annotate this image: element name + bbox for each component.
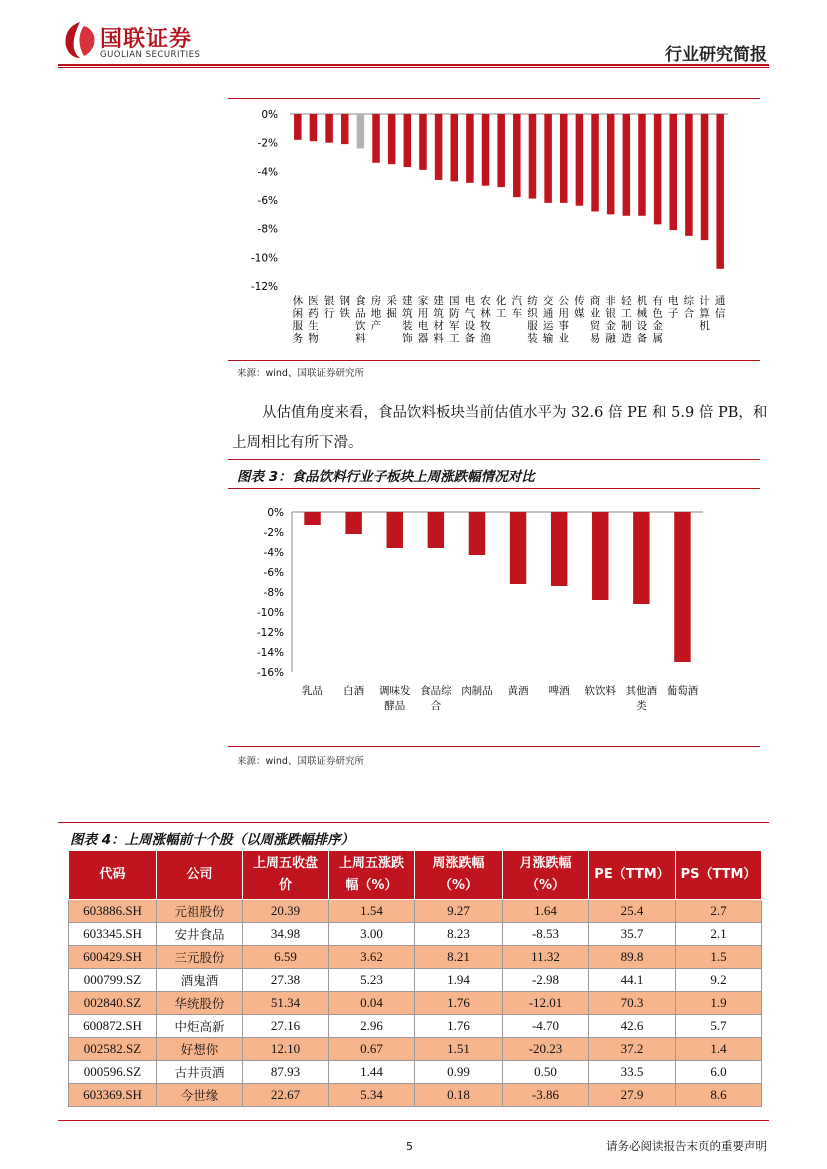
- table-cell: 603369.SH: [69, 1084, 157, 1107]
- x-tick-label: 纺织服装: [527, 295, 538, 345]
- table-cell: 8.21: [415, 946, 503, 969]
- bar-4: [428, 512, 444, 548]
- x-tick-label: 汽车: [511, 295, 523, 320]
- table-row: [69, 900, 762, 923]
- x-tick-label: 商业贸易: [589, 295, 601, 345]
- bar-10: [435, 114, 443, 180]
- y-tick-label: -6%: [263, 567, 284, 579]
- y-tick-label: -2%: [263, 527, 284, 539]
- y-tick-label: 0%: [267, 507, 284, 519]
- bar-9: [633, 512, 649, 604]
- table-cell: 三元股份: [157, 946, 243, 969]
- x-tick-label: 公用事业: [558, 295, 569, 345]
- x-tick-label: 肉制品: [461, 685, 493, 697]
- logo-mark: [62, 20, 98, 60]
- bar-2: [310, 114, 318, 141]
- table-row: [69, 1061, 762, 1084]
- table-cell: 44.1: [589, 969, 676, 992]
- bar-1: [294, 114, 302, 140]
- subsector-weekly-change-chart: [228, 500, 760, 722]
- table-cell: 3.62: [329, 946, 415, 969]
- column-header: PS（TTM）: [676, 851, 762, 900]
- x-tick-label: 计算机: [699, 295, 710, 332]
- y-tick-label: -8%: [263, 587, 284, 599]
- table-cell: 600872.SH: [69, 1015, 157, 1038]
- table-cell: 33.5: [589, 1061, 676, 1084]
- industry-weekly-change-chart: [228, 100, 760, 358]
- chart2-bottom-rule: [228, 746, 760, 747]
- table-cell: 000596.SZ: [69, 1061, 157, 1084]
- table-cell: 000799.SZ: [69, 969, 157, 992]
- table-cell: 600429.SH: [69, 946, 157, 969]
- table-cell: 70.3: [589, 992, 676, 1015]
- x-tick-label: 轻工制造: [621, 295, 632, 345]
- table-cell: 0.67: [329, 1038, 415, 1061]
- table-cell: 8.23: [415, 923, 503, 946]
- x-tick-label: 啤酒: [548, 685, 570, 697]
- y-tick-label: -4%: [257, 166, 278, 179]
- y-tick-label: -2%: [257, 137, 278, 150]
- table-cell: 6.0: [676, 1061, 762, 1084]
- table-cell: 5.7: [676, 1015, 762, 1038]
- table-cell: 1.51: [415, 1038, 503, 1061]
- x-tick-label: 房地产: [370, 295, 382, 332]
- bar-11: [450, 114, 458, 181]
- x-tick-label: 乳品: [302, 685, 324, 697]
- table-cell: 27.16: [243, 1015, 329, 1038]
- table4-title-top-rule: [58, 822, 769, 823]
- bar-14: [497, 114, 505, 187]
- y-tick-label: -10%: [250, 252, 278, 265]
- y-tick-label: -6%: [257, 195, 278, 207]
- chart1-bottom-rule: [228, 360, 760, 361]
- bar-8: [592, 512, 608, 600]
- table-cell: 12.10: [243, 1038, 329, 1061]
- bar-5: [357, 114, 365, 148]
- bar-28: [716, 114, 724, 269]
- table-cell: 0.50: [503, 1061, 589, 1084]
- table-cell: 25.4: [589, 900, 676, 923]
- table-cell: -8.53: [503, 923, 589, 946]
- table-cell: 1.76: [415, 992, 503, 1015]
- x-tick-label: 其他酒类: [625, 685, 658, 712]
- bar-3: [325, 114, 333, 143]
- bar-16: [529, 114, 537, 199]
- table-cell: 35.7: [589, 923, 676, 946]
- x-tick-label: 有色金属: [652, 295, 663, 345]
- x-tick-label: 食品饮料: [355, 295, 366, 345]
- table-header-row: [69, 851, 762, 900]
- y-tick-label: -12%: [250, 281, 278, 293]
- bar-10: [674, 512, 690, 662]
- table4-title: 图表 4：上周涨幅前十个股（以周涨跌幅排序）: [70, 832, 355, 848]
- table-cell: 51.34: [243, 992, 329, 1015]
- table-cell: 2.1: [676, 923, 762, 946]
- x-tick-label: 交通运输: [542, 295, 554, 345]
- footer-disclaimer: 请务必阅读报告末页的重要声明: [606, 1139, 767, 1153]
- table-cell: 5.23: [329, 969, 415, 992]
- x-tick-label: 黄酒: [507, 685, 529, 697]
- table-row: [69, 992, 762, 1015]
- table-cell: 37.2: [589, 1038, 676, 1061]
- table-cell: 27.9: [589, 1084, 676, 1107]
- bar-25: [669, 114, 677, 230]
- bar-1: [304, 512, 320, 525]
- report-type-title: 行业研究简报: [665, 45, 767, 65]
- x-tick-label: 白酒: [343, 685, 365, 697]
- page-number: 5: [406, 1140, 413, 1153]
- bar-15: [513, 114, 521, 197]
- bar-17: [544, 114, 552, 203]
- table-cell: 1.54: [329, 900, 415, 923]
- table-cell: 34.98: [243, 923, 329, 946]
- table-cell: 9.2: [676, 969, 762, 992]
- table-row: [69, 969, 762, 992]
- bar-12: [466, 114, 474, 183]
- bar-2: [345, 512, 361, 534]
- table-cell: 1.94: [415, 969, 503, 992]
- bar-19: [576, 114, 584, 206]
- table-row: [69, 1015, 762, 1038]
- top-gainers-table: [68, 850, 762, 1107]
- table-cell: 20.39: [243, 900, 329, 923]
- table-row: [69, 1084, 762, 1107]
- x-tick-label: 传媒: [574, 295, 585, 320]
- table-cell: 中炬高新: [157, 1015, 243, 1038]
- x-tick-label: 通信: [714, 295, 726, 320]
- bar-27: [701, 114, 709, 240]
- table-cell: 002582.SZ: [69, 1038, 157, 1061]
- table-cell: -3.86: [503, 1084, 589, 1107]
- table-cell: 华统股份: [157, 992, 243, 1015]
- bar-9: [419, 114, 427, 170]
- table-cell: 002840.SZ: [69, 992, 157, 1015]
- table-cell: 2.96: [329, 1015, 415, 1038]
- bar-6: [372, 114, 380, 163]
- table-cell: -12.01: [503, 992, 589, 1015]
- table-cell: 酒鬼酒: [157, 969, 243, 992]
- chart2-title-top-rule: [228, 459, 760, 460]
- x-tick-label: 建筑材料: [433, 295, 444, 345]
- chart2-source: 来源：wind、国联证券研究所: [237, 756, 364, 767]
- chart2-title: 图表 3：食品饮料行业子板块上周涨跌幅情况对比: [237, 469, 535, 485]
- x-tick-label: 农林牧渔: [480, 295, 491, 345]
- table-row: [69, 1038, 762, 1061]
- table-cell: 1.44: [329, 1061, 415, 1084]
- y-tick-label: -16%: [256, 667, 284, 679]
- table-cell: -4.70: [503, 1015, 589, 1038]
- header-divider: [58, 64, 769, 66]
- x-tick-label: 钢铁: [339, 295, 350, 320]
- table-cell: 1.9: [676, 992, 762, 1015]
- y-tick-label: -12%: [256, 627, 284, 639]
- table-cell: 9.27: [415, 900, 503, 923]
- logo-text: 国联证券: [100, 27, 193, 52]
- column-header: 周涨跌幅 （%）: [415, 851, 503, 900]
- bar-7: [388, 114, 396, 164]
- bar-4: [341, 114, 349, 144]
- x-tick-label: 休闲服务: [292, 295, 304, 345]
- valuation-paragraph: 从估值角度来看，食品饮料板块当前估值水平为 32.6 倍 PE 和 5.9 倍 PB，和上周相比有所下滑。: [232, 405, 768, 451]
- y-tick-label: -14%: [256, 647, 284, 659]
- chart2-title-bottom-rule: [228, 488, 760, 489]
- x-tick-label: 采掘: [386, 295, 397, 320]
- bar-6: [510, 512, 526, 584]
- table-row: [69, 923, 762, 946]
- column-header: 代码: [69, 851, 157, 900]
- table-cell: 5.34: [329, 1084, 415, 1107]
- table-cell: 古井贡酒: [157, 1061, 243, 1084]
- bar-3: [387, 512, 403, 548]
- table-cell: 0.18: [415, 1084, 503, 1107]
- table-cell: 3.00: [329, 923, 415, 946]
- x-tick-label: 医药生物: [308, 295, 319, 345]
- column-header: 上周五收盘 价: [243, 851, 329, 900]
- bar-13: [482, 114, 490, 186]
- x-tick-label: 非银金融: [605, 295, 616, 345]
- table-cell: 元祖股份: [157, 900, 243, 923]
- table-cell: 1.64: [503, 900, 589, 923]
- table-cell: 1.4: [676, 1038, 762, 1061]
- table-cell: 6.59: [243, 946, 329, 969]
- table-cell: 0.99: [415, 1061, 503, 1084]
- table-cell: -2.98: [503, 969, 589, 992]
- x-tick-label: 调味发酵品: [379, 685, 411, 712]
- x-tick-label: 电子: [668, 295, 679, 320]
- table-cell: 603345.SH: [69, 923, 157, 946]
- x-tick-label: 家用电器: [417, 295, 429, 345]
- table-cell: 87.93: [243, 1061, 329, 1084]
- chart1-source: 来源：wind、国联证券研究所: [237, 368, 364, 379]
- column-header: 月涨跌幅 （%）: [503, 851, 589, 900]
- footer-divider: [58, 1120, 769, 1121]
- table-cell: 0.04: [329, 992, 415, 1015]
- table-cell: 603886.SH: [69, 900, 157, 923]
- bar-26: [685, 114, 693, 236]
- column-header: 公司: [157, 851, 243, 900]
- table-cell: 8.6: [676, 1084, 762, 1107]
- column-header: PE（TTM）: [589, 851, 676, 900]
- bar-24: [654, 114, 662, 224]
- table-cell: 11.32: [503, 946, 589, 969]
- table-row: [69, 946, 762, 969]
- x-tick-label: 软饮料: [584, 685, 616, 697]
- x-tick-label: 化工: [495, 295, 507, 320]
- bar-8: [404, 114, 412, 167]
- bar-22: [623, 114, 631, 216]
- table-cell: 22.67: [243, 1084, 329, 1107]
- bar-21: [607, 114, 615, 214]
- x-tick-label: 综合: [683, 295, 695, 320]
- table-cell: 89.8: [589, 946, 676, 969]
- table-cell: 今世缘: [157, 1084, 243, 1107]
- x-tick-label: 葡萄酒: [666, 685, 699, 697]
- x-tick-label: 建筑装饰: [402, 295, 413, 345]
- table-cell: 安井食品: [157, 923, 243, 946]
- table-cell: 42.6: [589, 1015, 676, 1038]
- bar-23: [638, 114, 646, 216]
- x-tick-label: 国防军工: [449, 295, 460, 345]
- x-tick-label: 银行: [323, 295, 335, 320]
- y-tick-label: 0%: [261, 109, 278, 121]
- x-tick-label: 机械设备: [636, 295, 648, 345]
- table-cell: 好想你: [157, 1038, 243, 1061]
- header-divider-thin: [58, 67, 769, 68]
- y-tick-label: -8%: [257, 223, 278, 236]
- column-header: 上周五涨跌 幅（%）: [329, 851, 415, 900]
- x-tick-label: 电气设备: [464, 295, 476, 345]
- bar-7: [551, 512, 567, 586]
- bar-18: [560, 114, 568, 203]
- logo-subtext: GUOLIAN SECURITIES: [100, 50, 201, 60]
- table-cell: -20.23: [503, 1038, 589, 1061]
- table-cell: 2.7: [676, 900, 762, 923]
- chart1-top-rule: [228, 98, 760, 99]
- x-tick-label: 食品综合: [420, 685, 452, 712]
- table-cell: 27.38: [243, 969, 329, 992]
- bar-5: [469, 512, 485, 555]
- y-tick-label: -10%: [256, 607, 284, 619]
- table-cell: 1.76: [415, 1015, 503, 1038]
- bar-20: [591, 114, 599, 211]
- y-tick-label: -4%: [263, 547, 284, 559]
- table-cell: 1.5: [676, 946, 762, 969]
